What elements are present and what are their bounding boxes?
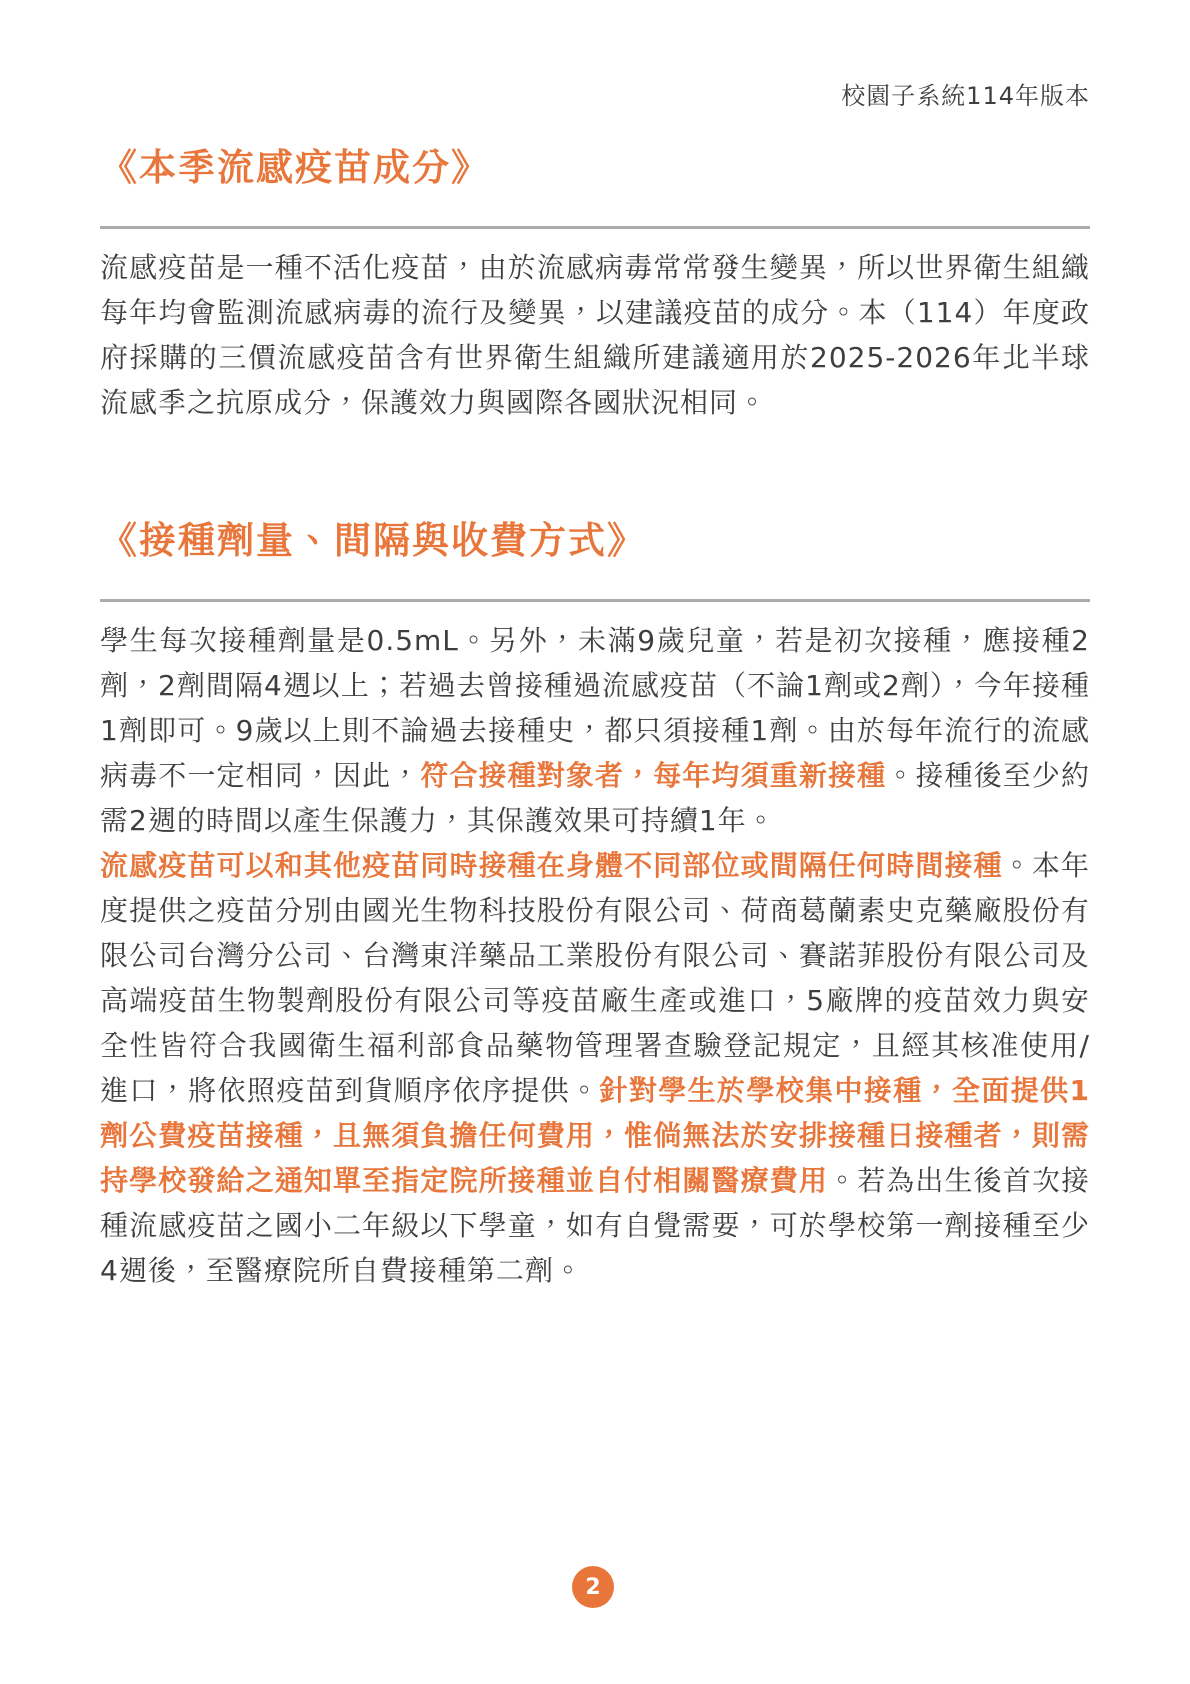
section-heading-vaccine-composition: 《本季流感疫苗成分》 [100, 146, 490, 189]
section-body-dose-interval-fees [100, 618, 1090, 1293]
section-body-vaccine-composition [100, 245, 1090, 425]
body-text: 流感疫苗是一種不活化疫苗，由於流感病毒常常發生變異，所以世界衛生組織每年均會監測流感病毒的流行及變異，以建議疫苗的成分。本（114）年度政府採購的三價流感疫苗含有世界衛生組織所建議適用於2025-2026年北半球流感季之抗原成分，保護效力與國際各國狀況相同。 [100, 251, 1090, 419]
page-number: 2 [585, 1574, 601, 1600]
highlighted-text: 針對學生於學校集中接種，全面提供1劑公費疫苗接種，且無須負擔任何費用，惟倘無法於安排接種日接種者，則需持學校發給之通知單至指定院所接種並自付相關醫療費用 [100, 1074, 1090, 1197]
section-dose-interval-fees [100, 517, 1090, 1293]
section-heading-dose-interval-fees: 《接種劑量、間隔與收費方式》 [100, 519, 646, 562]
page-number-badge [572, 1566, 614, 1608]
body-text: 。本年度提供之疫苗分別由國光生物科技股份有限公司、荷商葛蘭素史克藥廠股份有限公司台灣分公司、台灣東洋藥品工業股份有限公司、賽諾菲股份有限公司及高端疫苗生物製劑股份有限公司等疫苗廠生產或進口，5廠牌的疫苗效力與安全性皆符合我國衛生福利部食品藥物管理署查驗登記規定，且經其核准使用/進口，將依照疫苗到貨順序依序提供。 [100, 849, 1090, 1107]
section-vaccine-composition [100, 144, 1090, 425]
body-text: 學生每次接種劑量是0.5mL。另外，未滿9歲兒童，若是初次接種，應接種2劑，2劑間隔4週以上；若過去曾接種過流感疫苗（不論1劑或2劑），今年接種1劑即可。9歲以上則不論過去接種史，都只須接種1劑。由於每年流行的流感病毒不一定相同，因此， [100, 624, 1090, 792]
document-version-label: 校園子系統114年版本 [841, 82, 1090, 110]
document-body [0, 144, 1190, 1293]
body-text: 。若為出生後首次接種流感疫苗之國小二年級以下學童，如有自覺需要，可於學校第一劑接種至少4週後，至醫療院所自費接種第二劑。 [100, 1164, 1090, 1287]
highlighted-text: 符合接種對象者，每年均須重新接種 [420, 759, 887, 792]
section-divider [100, 599, 1090, 602]
body-text: 。接種後至少約需2週的時間以產生保護力，其保護效果可持續1年。 [100, 759, 1090, 837]
paragraph [100, 618, 1090, 843]
highlighted-text: 流感疫苗可以和其他疫苗同時接種在身體不同部位或間隔任何時間接種 [100, 849, 1003, 882]
paragraph [100, 245, 1090, 425]
paragraph [100, 843, 1090, 1293]
section-divider [100, 226, 1090, 229]
